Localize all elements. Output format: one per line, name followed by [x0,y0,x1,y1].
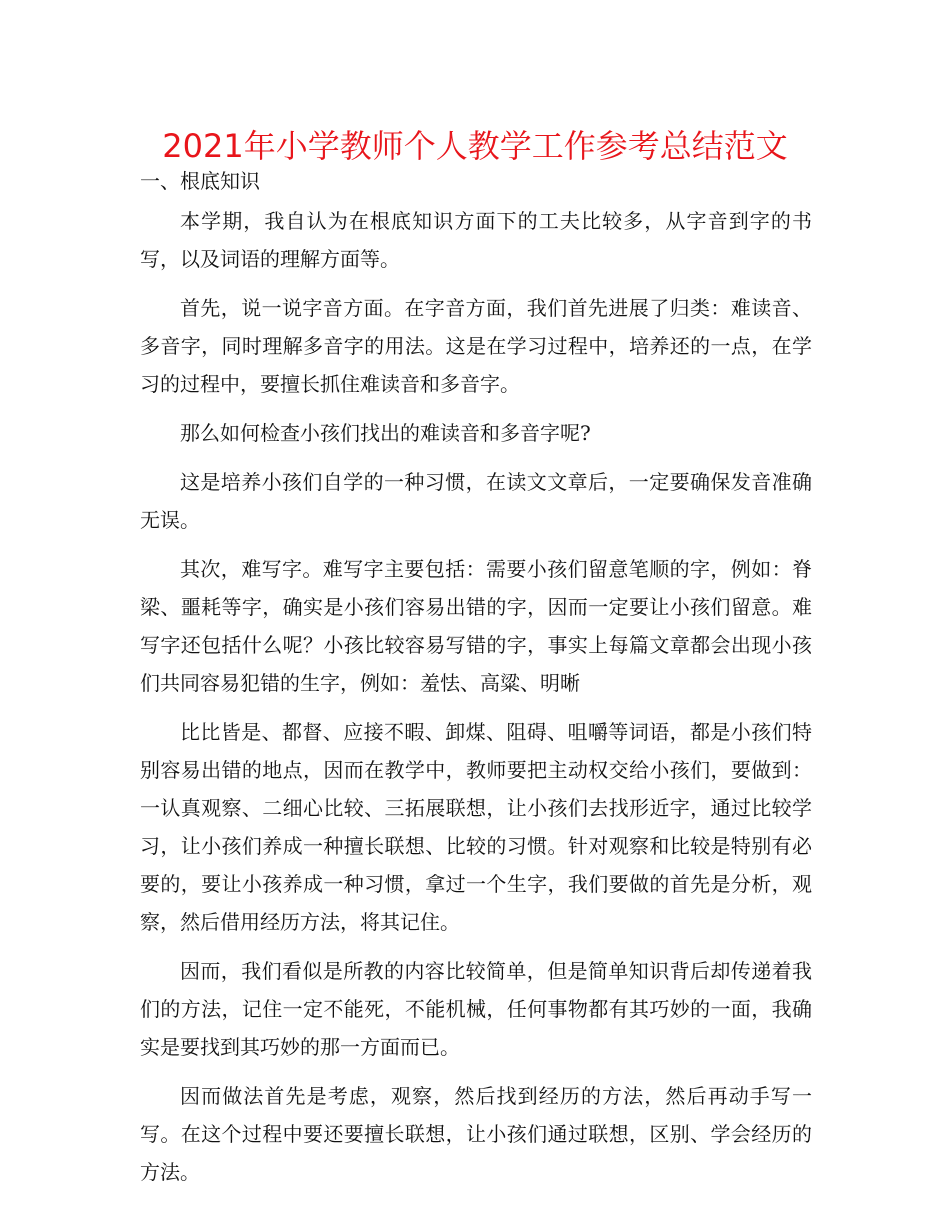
section-heading: 一、根底知识 [140,169,260,193]
paragraph: 因而，我们看似是所教的内容比较简单，但是简单知识背后却传递着我们的方法，记住一定不能死，不能机械，任何事物都有其巧妙的一面，我确实是要找到其巧妙的那一方面而已。 [140,959,812,1059]
paragraph: 这是培养小孩们自学的一种习惯，在读文文章后，一定要确保发音准确无误。 [140,470,812,532]
paragraph: 本学期，我自认为在根底知识方面下的工夫比较多，从字音到字的书写，以及词语的理解方面等。 [140,209,812,271]
paragraph: 那么如何检查小孩们找出的难读音和多音字呢? [180,421,591,445]
document-title: 2021年小学教师个人教学工作参考总结范文 [162,127,788,165]
document-body [140,168,812,1191]
paragraph: 首先，说一说字音方面。在字音方面，我们首先进展了归类：难读音、多音字，同时理解多音字的用法。这是在学习过程中，培养还的一点，在学习的过程中，要擅长抓住难读音和多音字。 [140,296,812,396]
paragraph: 其次，难写字。难写字主要包括：需要小孩们留意笔顺的字，例如：脊梁、噩耗等字，确实是小孩们容易出错的字，因而一定要让小孩们留意。难写字还包括什么呢？小孩比较容易写错的字，事实上每篇文章都会出现小孩们共同容易犯错的生字，例如：羞怯、高粱、明晰 [140,557,812,695]
paragraph: 因而做法首先是考虑，观察，然后找到经历的方法，然后再动手写一写。在这个过程中要还要擅长联想，让小孩们通过联想，区别、学会经历的方法。 [140,1084,812,1184]
paragraph: 比比皆是、都督、应接不暇、卸煤、阻碍、咀嚼等词语，都是小孩们特别容易出错的地点，因而在教学中，教师要把主动权交给小孩们，要做到：一认真观察、二细心比较、三拓展联想，让小孩们去找形近字，通过比较学习，让小孩们养成一种擅长联想、比较的习惯。针对观察和比较是特别有必要的，要让小孩养成一种习惯，拿过一个生字，我们要做的首先是分析，观察，然后借用经历方法，将其记住。 [140,720,812,934]
